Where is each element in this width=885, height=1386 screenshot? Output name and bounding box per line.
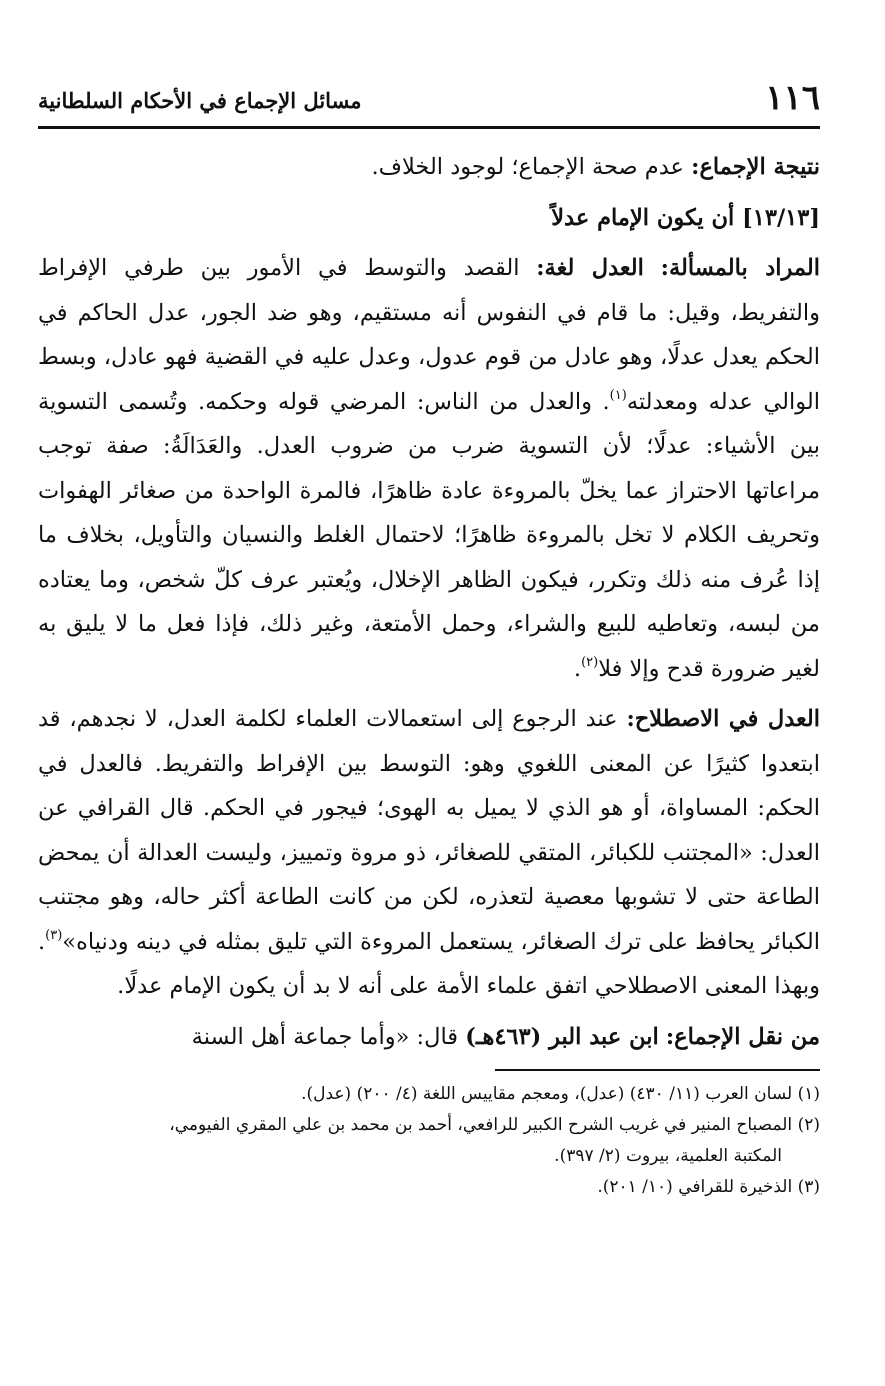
page-number: ١١٦ [765,78,820,118]
transmitter-quote: قال: «وأما جماعة أهل السنة [191,1023,459,1050]
language-label: العدل لغة: [536,255,644,281]
main-text [38,145,820,1059]
term-text-2: . وبهذا المعنى الاصطلاحي اتفق علماء الأمة على أنه لا بد أن يكون الإمام عدلًا. [38,928,820,999]
footnotes [38,1079,820,1203]
footnote-3 [38,1172,820,1203]
term-label: العدل في الاصطلاح: [626,706,821,732]
footnote-1 [38,1079,820,1110]
result-label: نتيجة الإجماع: [691,154,820,180]
language-text-3: . [573,655,582,682]
footnote-continuation: المكتبة العلمية، بيروت (٢/ ٣٩٧). [554,1146,782,1166]
footnote-divider [495,1069,820,1071]
result-text: عدم صحة الإجماع؛ لوجود الخلاف. [371,154,684,180]
transmitters-paragraph [38,1015,820,1060]
footnote-text: الذخيرة للقرافي (١٠/ ٢٠١). [597,1177,793,1197]
footnote-number: (٢) [797,1115,820,1135]
footnote-2 [38,1110,820,1172]
footnote-number: (٣) [797,1177,820,1197]
result-line [38,145,820,190]
footnote-text: المصباح المنير في غريب الشرح الكبير للرافعي، أحمد بن محمد بن علي المقري الفيومي، [169,1115,793,1135]
footnote-number: (١) [797,1084,820,1104]
footnote-ref-3: (٣) [45,927,63,943]
language-text-1: القصد والتوسط في الأمور بين طرفي الإفراط والتفريط، وقيل: ما قام في النفوس أنه مستقيم، وهو ضد الجور، عدل الحاكم في الحكم يعدل عدلًا، وهو عادل من قوم عدول، وعدل عليه في القضية فهو عادل، وبسط الوالي عدله ومعدلته [38,255,820,415]
book-page [38,70,820,1360]
transmitter-name: ابن عبد البر (٤٦٣هـ) [465,1023,659,1050]
footnote-ref-1: (١) [609,387,627,403]
issue-heading: [١٣/١٣] أن يكون الإمام عدلاً [551,204,820,231]
language-text-2: . والعدل من الناس: المرضي قوله وحكمه. وتُسمى التسوية بين الأشياء: عدلًا؛ لأن التسوية ضرب من ضروب العدل. والعَدَالَةُ: صفة توجب مراعاتها الاحتراز عما يخلّ بالمروءة عادة ظاهرًا، فالمرة الواحدة من صغائر الهفوات وتحريف الكلام لا تخل بالمروءة ظاهرًا؛ لاحتمال الغلط والنسيان والتأويل، بخلاف ما إذا عُرف منه ذلك وتكرر، فيكون الظاهر الإخلال، ويُعتبر عرف كلّ شخص، وما يعتاده من لبسه، وتعاطيه للبيع والشراء، وحمل الأمتعة، وغير ذلك، فإذا فعل ما لا يليق به لغير ضرورة قدح وإلا فلا [38,388,820,682]
footnote-ref-2: (٢) [581,654,599,670]
language-definition-paragraph [38,246,820,691]
term-definition-paragraph [38,697,820,1009]
intended-label: المراد بالمسألة: [660,255,821,281]
footnote-text: لسان العرب (١١/ ٤٣٠) (عدل)، ومعجم مقاييس اللغة (٤/ ٢٠٠) (عدل). [301,1084,793,1104]
term-text-1: عند الرجوع إلى استعمالات العلماء لكلمة العدل، لا نجدهم، قد ابتعدوا كثيرًا عن المعنى اللغوي وهو: التوسط بين الإفراط والتفريط. فالعدل في الحكم: المساواة، أو هو الذي لا يميل به الهوى؛ فيجور في الحكم. قال القرافي عن العدل: «المجتنب للكبائر، المتقي للصغائر، ذو مروة وتمييز، وليست العدالة أن يمحض الطاعة حتى لا تشوبها معصية لتعذره، لكن من كانت الطاعة أكثر حاله، وهو مجتنب الكبائر يحافظ على ترك الصغائر، يستعمل المروءة التي تليق بمثله في دينه ودنياه» [38,706,820,955]
transmitters-label: من نقل الإجماع: [665,1023,820,1050]
page-header [38,70,820,129]
running-title: مسائل الإجماع في الأحكام السلطانية [38,88,362,113]
